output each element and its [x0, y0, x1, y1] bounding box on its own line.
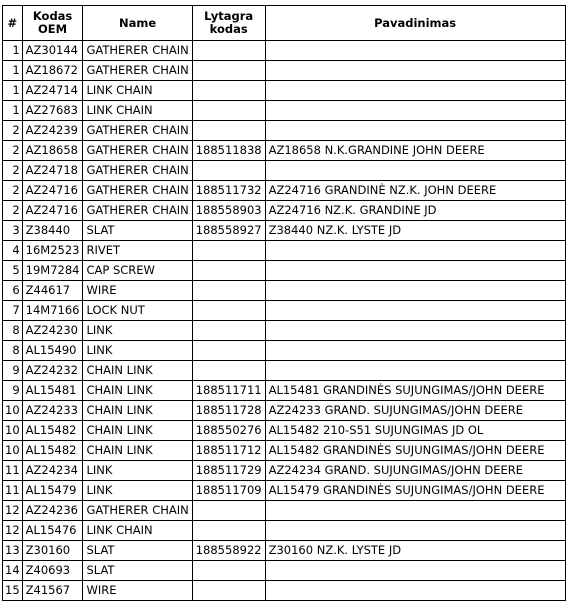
cell-pavadinimas	[265, 341, 565, 361]
cell-oem: AZ24230	[22, 321, 83, 341]
cell-num: 4	[3, 241, 23, 261]
cell-lytagra	[192, 261, 265, 281]
cell-name: CHAIN LINK	[83, 361, 192, 381]
cell-pavadinimas	[265, 501, 565, 521]
cell-lytagra	[192, 241, 265, 261]
cell-lytagra	[192, 301, 265, 321]
cell-oem: AL15482	[22, 421, 83, 441]
cell-oem: Z41567	[22, 581, 83, 601]
table-row	[3, 561, 566, 581]
cell-oem: AZ24232	[22, 361, 83, 381]
cell-name: LINK	[83, 321, 192, 341]
cell-pavadinimas	[265, 281, 565, 301]
cell-oem: AZ24716	[22, 181, 83, 201]
cell-name: LINK	[83, 481, 192, 501]
cell-num: 12	[3, 521, 23, 541]
cell-lytagra	[192, 361, 265, 381]
cell-name: SLAT	[83, 221, 192, 241]
cell-pavadinimas: AZ24234 GRAND. SUJUNGIMAS/JOHN DEERE	[265, 461, 565, 481]
cell-lytagra	[192, 341, 265, 361]
cell-name: GATHERER CHAIN	[83, 61, 192, 81]
cell-num: 10	[3, 421, 23, 441]
parts-table	[2, 5, 566, 601]
cell-name: SLAT	[83, 541, 192, 561]
header-oem	[22, 6, 83, 41]
cell-num: 2	[3, 141, 23, 161]
cell-name: RIVET	[83, 241, 192, 261]
cell-oem: Z30160	[22, 541, 83, 561]
cell-lytagra	[192, 161, 265, 181]
table-row	[3, 401, 566, 421]
cell-pavadinimas	[265, 61, 565, 81]
header-lytagra-line1: Lytagra	[204, 9, 254, 23]
cell-oem: AZ18672	[22, 61, 83, 81]
cell-pavadinimas: AZ24716 NZ.K. GRANDINE JD	[265, 201, 565, 221]
cell-name: LINK CHAIN	[83, 521, 192, 541]
cell-lytagra: 188511732	[192, 181, 265, 201]
cell-num: 1	[3, 101, 23, 121]
table-row	[3, 61, 566, 81]
cell-lytagra: 188511711	[192, 381, 265, 401]
cell-lytagra: 188558922	[192, 541, 265, 561]
cell-num: 7	[3, 301, 23, 321]
cell-oem: Z40693	[22, 561, 83, 581]
table-row	[3, 381, 566, 401]
cell-num: 5	[3, 261, 23, 281]
cell-num: 2	[3, 201, 23, 221]
table-row	[3, 301, 566, 321]
cell-pavadinimas: AZ24233 GRAND. SUJUNGIMAS/JOHN DEERE	[265, 401, 565, 421]
cell-num: 8	[3, 341, 23, 361]
cell-oem: AZ18658	[22, 141, 83, 161]
cell-pavadinimas	[265, 561, 565, 581]
cell-oem: AZ24233	[22, 401, 83, 421]
header-lytagra-line2: kodas	[209, 22, 248, 36]
cell-lytagra: 188511728	[192, 401, 265, 421]
header-name: Name	[83, 6, 192, 41]
cell-num: 1	[3, 41, 23, 61]
table-row	[3, 461, 566, 481]
table-body	[3, 41, 566, 601]
cell-oem: AL15479	[22, 481, 83, 501]
cell-oem: AZ27683	[22, 101, 83, 121]
cell-oem: Z38440	[22, 221, 83, 241]
table-row	[3, 221, 566, 241]
cell-lytagra: 188550276	[192, 421, 265, 441]
cell-oem: AL15481	[22, 381, 83, 401]
cell-num: 15	[3, 581, 23, 601]
cell-lytagra	[192, 321, 265, 341]
cell-name: CHAIN LINK	[83, 441, 192, 461]
cell-num: 2	[3, 161, 23, 181]
cell-name: WIRE	[83, 281, 192, 301]
cell-num: 13	[3, 541, 23, 561]
cell-name: WIRE	[83, 581, 192, 601]
table-row	[3, 501, 566, 521]
cell-name: LOCK NUT	[83, 301, 192, 321]
cell-num: 2	[3, 121, 23, 141]
header-oem-line2: OEM	[38, 22, 68, 36]
cell-oem: 14M7166	[22, 301, 83, 321]
table-row	[3, 241, 566, 261]
cell-pavadinimas	[265, 81, 565, 101]
cell-num: 2	[3, 181, 23, 201]
cell-lytagra	[192, 121, 265, 141]
cell-lytagra: 188511712	[192, 441, 265, 461]
cell-oem: AL15476	[22, 521, 83, 541]
cell-lytagra	[192, 101, 265, 121]
cell-name: LINK CHAIN	[83, 81, 192, 101]
cell-lytagra: 188558927	[192, 221, 265, 241]
header-oem-line1: Kodas	[32, 9, 73, 23]
table-row	[3, 41, 566, 61]
header-row	[3, 6, 566, 41]
cell-oem: AZ24234	[22, 461, 83, 481]
cell-oem: AZ24239	[22, 121, 83, 141]
cell-pavadinimas	[265, 581, 565, 601]
cell-name: CAP SCREW	[83, 261, 192, 281]
table-row	[3, 161, 566, 181]
cell-name: GATHERER CHAIN	[83, 161, 192, 181]
cell-pavadinimas	[265, 41, 565, 61]
cell-num: 14	[3, 561, 23, 581]
cell-pavadinimas	[265, 101, 565, 121]
table-row	[3, 81, 566, 101]
cell-pavadinimas: AL15482 GRANDINĖS SUJUNGIMAS/JOHN DEERE	[265, 441, 565, 461]
cell-name: LINK	[83, 341, 192, 361]
cell-pavadinimas: AL15482 210-S51 SUJUNGIMAS JD OL	[265, 421, 565, 441]
cell-oem: AZ24714	[22, 81, 83, 101]
table-row	[3, 341, 566, 361]
table-row	[3, 201, 566, 221]
cell-lytagra: 188511729	[192, 461, 265, 481]
cell-name: LINK CHAIN	[83, 101, 192, 121]
cell-oem: AZ24718	[22, 161, 83, 181]
cell-lytagra: 188511838	[192, 141, 265, 161]
cell-num: 8	[3, 321, 23, 341]
cell-name: GATHERER CHAIN	[83, 181, 192, 201]
cell-lytagra	[192, 521, 265, 541]
table-row	[3, 441, 566, 461]
cell-name: SLAT	[83, 561, 192, 581]
table-row	[3, 141, 566, 161]
header-pavadinimas: Pavadinimas	[265, 6, 565, 41]
table-row	[3, 541, 566, 561]
cell-num: 3	[3, 221, 23, 241]
table-row	[3, 261, 566, 281]
cell-pavadinimas: AL15481 GRANDINĖS SUJUNGIMAS/JOHN DEERE	[265, 381, 565, 401]
table-row	[3, 581, 566, 601]
cell-num: 10	[3, 441, 23, 461]
header-lytagra	[192, 6, 265, 41]
cell-pavadinimas	[265, 121, 565, 141]
cell-name: CHAIN LINK	[83, 401, 192, 421]
cell-oem: Z44617	[22, 281, 83, 301]
cell-lytagra	[192, 281, 265, 301]
cell-lytagra	[192, 81, 265, 101]
cell-oem: AZ24236	[22, 501, 83, 521]
cell-oem: AZ24716	[22, 201, 83, 221]
cell-oem: 19M7284	[22, 261, 83, 281]
cell-num: 10	[3, 401, 23, 421]
cell-num: 12	[3, 501, 23, 521]
cell-oem: 16M2523	[22, 241, 83, 261]
cell-lytagra	[192, 61, 265, 81]
cell-pavadinimas: AZ24716 GRANDINĖ NZ.K. JOHN DEERE	[265, 181, 565, 201]
table-row	[3, 121, 566, 141]
cell-name: GATHERER CHAIN	[83, 501, 192, 521]
table-row	[3, 361, 566, 381]
cell-pavadinimas	[265, 261, 565, 281]
cell-oem: AL15490	[22, 341, 83, 361]
cell-pavadinimas	[265, 521, 565, 541]
table-row	[3, 521, 566, 541]
table-row	[3, 321, 566, 341]
cell-pavadinimas: Z38440 NZ.K. LYSTE JD	[265, 221, 565, 241]
cell-lytagra: 188558903	[192, 201, 265, 221]
header-num: #	[3, 6, 23, 41]
cell-oem: AL15482	[22, 441, 83, 461]
cell-pavadinimas: AZ18658 N.K.GRANDINE JOHN DEERE	[265, 141, 565, 161]
cell-pavadinimas	[265, 301, 565, 321]
cell-lytagra	[192, 561, 265, 581]
cell-pavadinimas	[265, 241, 565, 261]
cell-lytagra: 188511709	[192, 481, 265, 501]
cell-name: GATHERER CHAIN	[83, 121, 192, 141]
cell-num: 1	[3, 81, 23, 101]
cell-name: GATHERER CHAIN	[83, 141, 192, 161]
cell-name: CHAIN LINK	[83, 421, 192, 441]
cell-name: GATHERER CHAIN	[83, 41, 192, 61]
cell-pavadinimas: Z30160 NZ.K. LYSTE JD	[265, 541, 565, 561]
cell-lytagra	[192, 501, 265, 521]
cell-name: LINK	[83, 461, 192, 481]
cell-num: 6	[3, 281, 23, 301]
table-row	[3, 101, 566, 121]
cell-num: 11	[3, 481, 23, 501]
cell-name: CHAIN LINK	[83, 381, 192, 401]
cell-pavadinimas: AL15479 GRANDINĖS SUJUNGIMAS/JOHN DEERE	[265, 481, 565, 501]
cell-num: 9	[3, 361, 23, 381]
cell-num: 1	[3, 61, 23, 81]
cell-oem: AZ30144	[22, 41, 83, 61]
table-row	[3, 421, 566, 441]
cell-num: 9	[3, 381, 23, 401]
table-row	[3, 481, 566, 501]
cell-pavadinimas	[265, 361, 565, 381]
cell-pavadinimas	[265, 161, 565, 181]
cell-lytagra	[192, 41, 265, 61]
table-row	[3, 281, 566, 301]
cell-name: GATHERER CHAIN	[83, 201, 192, 221]
cell-num: 11	[3, 461, 23, 481]
table-row	[3, 181, 566, 201]
cell-lytagra	[192, 581, 265, 601]
cell-pavadinimas	[265, 321, 565, 341]
